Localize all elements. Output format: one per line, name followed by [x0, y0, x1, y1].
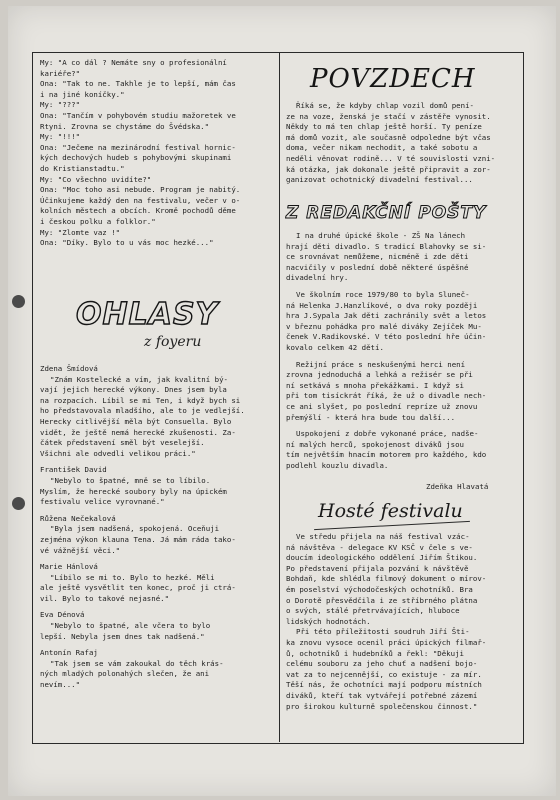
text-line: ce srovnávat nemůžeme, nicméně i zde děti — [286, 252, 469, 262]
text-line: ka znovu vysoce ocenil práci úpických filmař- — [286, 637, 487, 647]
text-line: i na jiné koníčky." — [40, 89, 125, 99]
text-line: divadelní hry. — [286, 273, 349, 283]
text-line: vají jejich herecké výkony. Dnes jsem byla — [40, 385, 227, 395]
text-line: festivalu velice vyrovnané." — [40, 497, 165, 507]
text-line: kariéře?" — [40, 68, 81, 78]
text-line: kolních městech a obcích. Kromě pochodů děme — [40, 206, 236, 216]
text-line: zrovna jednoduchá a lehká a režisér se při — [286, 370, 473, 380]
text-line: Někdy to má ten chlap ještě horší. Ty peníze — [286, 122, 482, 132]
text-line: Myslím, že herecké soubory byly na úpickém — [40, 486, 227, 496]
text-line: Účinkujeme každý den na festivalu, večer v o- — [40, 195, 241, 205]
text-line: neděli věnovat rodině... V té souvislosti vzni- — [286, 153, 496, 163]
text-line: o Dorotě přesvědčila i ze stříbrného plátna — [286, 595, 478, 605]
punch-hole-top — [12, 295, 25, 308]
text-line: Režijní práce s neskušenými herci není — [296, 359, 466, 369]
text-line: Ve školním roce 1979/80 to byla Sluneč- — [296, 289, 470, 299]
text-line: vat za to nejcennější, co existuje - za mír. — [286, 669, 482, 679]
text-line: ná návštěva - delegace KV KSČ v čele s ve- — [286, 542, 473, 552]
text-line: ní malých herců, spokojenost diváků jsou — [286, 439, 464, 449]
punch-hole-bottom — [12, 497, 25, 510]
text-line: na rozpacích. Líbil se mi Ten, i když bych si — [40, 395, 241, 405]
text-line: ká otázka, jak dokonale ještě připravit a zor- — [286, 164, 491, 174]
text-line: "Nebylo to špatné, mně se to líbilo. — [50, 475, 211, 485]
text-line: čenek V.Radikovské. V této poslední hře účin- — [286, 332, 487, 342]
text-line: čátek představení směl být veselejší. — [40, 438, 205, 448]
ohlasy-subheading: z foyeru — [144, 334, 202, 350]
text-line: Ona: "Díky. Bylo to u vás moc hezké..." — [40, 238, 214, 248]
text-line: Po představení přijala pozvání k návštěvě — [286, 563, 469, 573]
text-line: "Byla jsem nadšená, spokojená. Oceňuji — [50, 524, 220, 534]
redakce-heading: Z REDAKČNÍ POŠTY — [286, 203, 487, 223]
text-line: My: "!!!" — [40, 132, 81, 142]
text-line: v březnu pohádka pro malé diváky Zejíček Mu- — [286, 321, 482, 331]
hoste-section — [286, 532, 516, 712]
redakce-signature: Zdeňka Hlavatá — [426, 482, 489, 491]
text-line: My: "Zlomte vaz !" — [40, 227, 121, 237]
text-line: ná Helenka J.Hanzlíkové, o dva roky později — [286, 300, 478, 310]
text-line: My: "???" — [40, 100, 81, 110]
text-line: vil. Bylo to takové nejasné." — [40, 593, 170, 603]
text-line: ze na voze, ženská je stačí v zástěře vynosit. — [286, 111, 491, 121]
text-line: "Znám Kostelecké a vím, jak kvalitní bý- — [50, 374, 228, 384]
text-line: Herecky citlivější měla být Consuella. Bylo — [40, 416, 232, 426]
text-line: podlehl kouzlu divadla. — [286, 460, 389, 470]
text-line: celému souboru za jeho chuť a nadšení bojo- — [286, 659, 478, 669]
text-line: nevím..." — [40, 680, 81, 690]
text-line: vidět, že ještě nemá herecké zkušenosti. Za- — [40, 427, 236, 437]
text-line: doucím ideologického oddělení Jiřím Štikou. — [286, 553, 478, 563]
text-line: "Tak jsem se vám zakoukal do těch krás- — [50, 658, 224, 668]
text-line: ale ještě vysvětlit ten konec, proč ji ctrá- — [40, 583, 236, 593]
text-line: přemýšlí - která hra bude tou další... — [286, 412, 456, 422]
ohlasy-section — [40, 364, 276, 697]
text-line: lepší. Nebyla jsem dnes tak nadšená." — [40, 631, 205, 641]
text-line: při tom tisíckrát říká, že už o divadle nech- — [286, 391, 487, 401]
text-line: Uspokojení z dobře vykonané práce, nadše- — [296, 429, 479, 439]
ohlasy-heading: OHLASY — [76, 297, 219, 332]
text-line: nacvičily v poslední době některé úspěšné — [286, 262, 469, 272]
text-line: Bohdaň, kde shlédla filmový dokument o mírov- — [286, 574, 487, 584]
text-line: má domů vozit, ale současně odpoledne být včas — [286, 132, 491, 142]
respondent-name: Antonín Rafaj — [40, 648, 98, 658]
text-line: My: "Co všechno uvidíte?" — [40, 174, 152, 184]
text-line: I na druhé úpické škole - ZŠ Na lánech — [296, 231, 466, 240]
respondent-name: Eva Dénová — [40, 610, 85, 620]
text-line: Všichni ale odvedli velikou práci." — [40, 448, 196, 458]
text-line: Ona: "Moc toho asi nebude. Program je nabitý. — [40, 185, 241, 195]
text-line: do Kristianstadtu." — [40, 163, 125, 173]
text-line: Ona: "Tak to ne. Takhle je to lepší, mám čas — [40, 79, 236, 89]
text-line: Při této příležitosti soudruh Jiří Šti- — [296, 627, 470, 637]
text-line: Ona: "Tančím v pohybovém studiu mažoretek ve — [40, 110, 236, 120]
text-line: ů, ochotníků i hudebníků a řekl: "Děkuji — [286, 648, 464, 658]
text-line: pro širokou kulturně společenskou činnost." — [286, 701, 478, 711]
text-line: ní setkává s mnoha překážkami. I když si — [286, 380, 464, 390]
text-line: Říká se, že kdyby chlap vozil domů pení- — [296, 101, 474, 110]
text-line: ce ani slyšet, po poslední repríze už znovu — [286, 401, 478, 411]
respondent-name: Růžena Nečekalová — [40, 513, 116, 523]
text-line: Ve středu přijela na náš festival vzác- — [296, 532, 470, 541]
text-line: doma, večer nikam nechodit, a také sobotu a — [286, 143, 478, 153]
redakce-section — [286, 231, 516, 471]
hoste-heading: Hosté festivalu — [318, 500, 463, 522]
text-line: kých dechových hudeb s pohybovými skupinami — [40, 153, 232, 163]
text-line: Ona: "Ječeme na mezinárodní festival hornic- — [40, 142, 236, 152]
povzdech-section — [286, 101, 516, 186]
text-line: hra J.Sypala Jak děti zachránily svět a letos — [286, 311, 487, 321]
interview-section — [40, 58, 276, 249]
text-line: vé vážnější věci." — [40, 545, 121, 555]
text-line: kovalo celkem 42 dětí. — [286, 342, 384, 352]
text-line: ém poselství východočeských ochotníků. Bra — [286, 584, 473, 594]
respondent-name: František David — [40, 465, 107, 475]
respondent-name: Marie Hánlová — [40, 562, 98, 572]
text-line: Rtyni. Zrovna se chystáme do Švédska." — [40, 121, 210, 131]
respondent-name: Zdena Šmídová — [40, 364, 98, 373]
text-line: tím největším hnacím motorem pro každého, kdo — [286, 450, 487, 460]
text-line: My: "A co dál ? Nemáte sny o profesionální — [40, 58, 227, 67]
text-line: "Líbilo se mi to. Bylo to hezké. Měli — [50, 572, 215, 582]
text-line: Těší nás, že ochotníci mají podporu místních — [286, 680, 482, 690]
text-line: hrají děti divadlo. S tradicí Blahovky se si- — [286, 241, 487, 251]
text-line: i českou polku a folklor." — [40, 216, 156, 226]
text-line: "Nebylo to špatné, ale včera to bylo — [50, 621, 211, 631]
text-line: ganizovat ochotnický divadelní festival... — [286, 175, 473, 185]
povzdech-heading: POVZDECH — [310, 64, 476, 94]
text-line: ných mladých polonahých slečen, že ani — [40, 669, 210, 679]
text-line: diváků, kteří tak vytvářejí potřebné zázemí — [286, 690, 478, 700]
text-line: ho představovala mladšího, ale to je vedlejší. — [40, 406, 245, 416]
text-line: o svých, stálé přetrvávajících, hluboce — [286, 606, 460, 616]
text-line: lidských hodnotách. — [286, 616, 371, 626]
text-line: zejména výkon klauna Tena. Já mám ráda tako- — [40, 534, 236, 544]
column-divider — [279, 52, 280, 742]
